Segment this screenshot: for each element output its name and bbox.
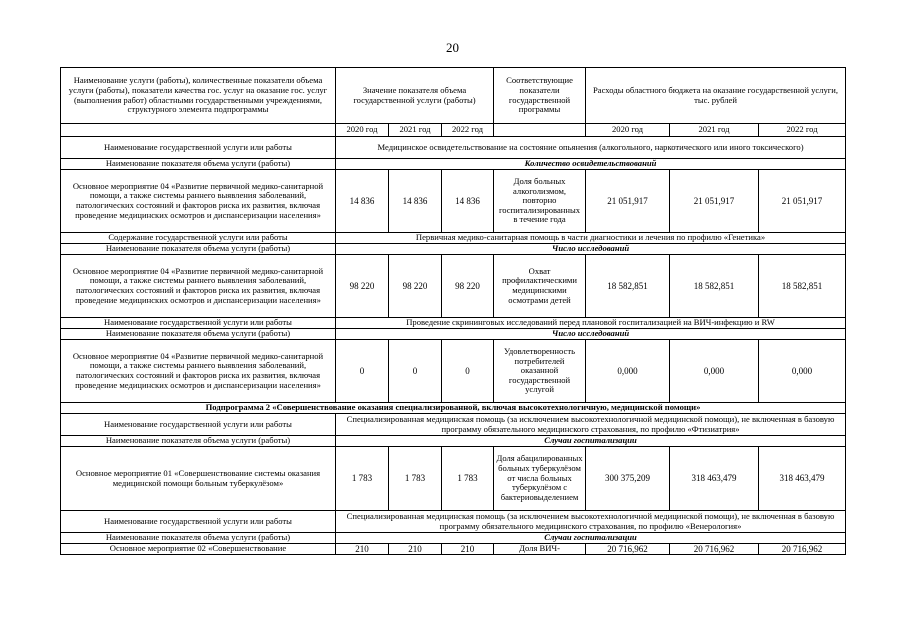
year-expense-2021: 2021 год bbox=[670, 124, 759, 137]
expense-2020: 20 716,962 bbox=[586, 544, 670, 555]
expense-2021: 20 716,962 bbox=[670, 544, 759, 555]
service-name: Специализированная медицинская помощь (за исключением высокотехнологичной медицинской помощи), не включенная в базовую программу обязательного медицинского страхования, по профилю «Фтизиатрия» bbox=[336, 414, 846, 436]
volume-2022: 98 220 bbox=[442, 255, 494, 318]
table-row bbox=[61, 233, 846, 244]
years-indicator-empty bbox=[494, 124, 586, 137]
expense-2020: 300 375,209 bbox=[586, 447, 670, 511]
expense-2021: 21 051,917 bbox=[670, 170, 759, 233]
service-name: Специализированная медицинская помощь (за исключением высокотехнологичной медицинской помощи), не включенная в базовую программу обязательного медицинского страхования, по профилю «Венерология» bbox=[336, 511, 846, 533]
program-indicator: Удовлетворенность потребителей оказанной государственной услугой bbox=[494, 340, 586, 403]
page-number: 20 bbox=[446, 40, 459, 55]
volume-2020: 210 bbox=[336, 544, 389, 555]
volume-2020: 0 bbox=[336, 340, 389, 403]
expense-2022: 20 716,962 bbox=[759, 544, 846, 555]
expense-2021: 0,000 bbox=[670, 340, 759, 403]
table-row bbox=[61, 255, 846, 318]
volume-2021: 14 836 bbox=[389, 170, 442, 233]
program-indicator: Охват профилактическими медицинскими осмотрами детей bbox=[494, 255, 586, 318]
year-expense-2022: 2022 год bbox=[759, 124, 846, 137]
header-indicator: Соответствующие показатели государственной программы bbox=[494, 68, 586, 124]
volume-2022: 14 836 bbox=[442, 170, 494, 233]
year-volume-2020: 2020 год bbox=[336, 124, 389, 137]
volume-2020: 14 836 bbox=[336, 170, 389, 233]
year-volume-2022: 2022 год bbox=[442, 124, 494, 137]
volume-2021: 210 bbox=[389, 544, 442, 555]
table-row bbox=[61, 511, 846, 533]
program-indicator: Доля ВИЧ- bbox=[494, 544, 586, 555]
table-row bbox=[61, 340, 846, 403]
activity-label: Основное мероприятие 04 «Развитие первичной медико-санитарной помощи, а также системы раннего выявления заболеваний, патологических состояний и факторов риска их развития, включая проведение медицинских осмотров и диспансеризации населения» bbox=[61, 255, 336, 318]
row-label: Наименование государственной услуги или работы bbox=[61, 137, 336, 159]
indicator-name: Количество освидетельствований bbox=[336, 159, 846, 170]
expense-2020: 0,000 bbox=[586, 340, 670, 403]
table-row bbox=[61, 544, 846, 555]
header-service: Наименование услуги (работы), количественные показатели объема услуги (работы), показатели качества гос. услуг на оказание гос. услуг (выполнения работ) областными государственными учреждениями, структурного элемента подпрограммы bbox=[61, 68, 336, 124]
table-row bbox=[61, 159, 846, 170]
row-label: Наименование показателя объема услуги (работы) bbox=[61, 244, 336, 255]
activity-label: Основное мероприятие 04 «Развитие первичной медико-санитарной помощи, а также системы раннего выявления заболеваний, патологических состояний и факторов риска их развития, включая проведение медицинских осмотров и диспансеризации населения» bbox=[61, 340, 336, 403]
indicator-name: Случаи госпитализации bbox=[336, 436, 846, 447]
row-label: Наименование показателя объема услуги (работы) bbox=[61, 329, 336, 340]
table-row bbox=[61, 244, 846, 255]
table-row bbox=[61, 329, 846, 340]
expense-2022: 18 582,851 bbox=[759, 255, 846, 318]
year-volume-2021: 2021 год bbox=[389, 124, 442, 137]
years-row bbox=[61, 124, 846, 137]
table-row bbox=[61, 533, 846, 544]
expense-2020: 21 051,917 bbox=[586, 170, 670, 233]
budget-table bbox=[60, 67, 846, 555]
table-row bbox=[61, 137, 846, 159]
row-label: Содержание государственной услуги или работы bbox=[61, 233, 336, 244]
row-label: Наименование показателя объема услуги (работы) bbox=[61, 159, 336, 170]
volume-2021: 0 bbox=[389, 340, 442, 403]
volume-2020: 1 783 bbox=[336, 447, 389, 511]
row-label: Наименование показателя объема услуги (работы) bbox=[61, 533, 336, 544]
activity-label: Основное мероприятие 02 «Совершенствование bbox=[61, 544, 336, 555]
volume-2020: 98 220 bbox=[336, 255, 389, 318]
table-row bbox=[61, 436, 846, 447]
activity-label: Основное мероприятие 04 «Развитие первичной медико-санитарной помощи, а также системы раннего выявления заболеваний, патологических состояний и факторов риска их развития, включая проведение медицинских осмотров и диспансеризации населения» bbox=[61, 170, 336, 233]
table-row bbox=[61, 170, 846, 233]
program-indicator: Доля абацилированных больных туберкулёзом от числа больных туберкулёзом с бактериовыделением bbox=[494, 447, 586, 511]
expense-2021: 18 582,851 bbox=[670, 255, 759, 318]
subprogram-title: Подпрограмма 2 «Совершенствование оказания специализированной, включая высокотехнологичную, медицинской помощи» bbox=[61, 403, 846, 414]
service-content: Первичная медико-санитарная помощь в части диагностики и лечения по профилю «Генетика» bbox=[336, 233, 846, 244]
expense-2022: 318 463,479 bbox=[759, 447, 846, 511]
expense-2020: 18 582,851 bbox=[586, 255, 670, 318]
indicator-name: Число исследований bbox=[336, 244, 846, 255]
volume-2022: 1 783 bbox=[442, 447, 494, 511]
table-row bbox=[61, 447, 846, 511]
service-name: Медицинское освидетельствование на состояние опьянения (алкогольного, наркотического или иного токсического) bbox=[336, 137, 846, 159]
row-label: Наименование государственной услуги или работы bbox=[61, 511, 336, 533]
years-empty bbox=[61, 124, 336, 137]
volume-2021: 1 783 bbox=[389, 447, 442, 511]
volume-2021: 98 220 bbox=[389, 255, 442, 318]
row-label: Наименование государственной услуги или работы bbox=[61, 414, 336, 436]
volume-2022: 0 bbox=[442, 340, 494, 403]
program-indicator: Доля больных алкоголизмом, повторно госпитализированных в течение года bbox=[494, 170, 586, 233]
table-row bbox=[61, 414, 846, 436]
service-name: Проведение скрининговых исследований перед плановой госпитализацией на ВИЧ-инфекцию и RW bbox=[336, 318, 846, 329]
header-volume: Значение показателя объема государственной услуги (работы) bbox=[336, 68, 494, 124]
volume-2022: 210 bbox=[442, 544, 494, 555]
header-row bbox=[61, 68, 846, 124]
table-row bbox=[61, 318, 846, 329]
row-label: Наименование показателя объема услуги (работы) bbox=[61, 436, 336, 447]
expense-2021: 318 463,479 bbox=[670, 447, 759, 511]
table-row bbox=[61, 403, 846, 414]
indicator-name: Случаи госпитализации bbox=[336, 533, 846, 544]
header-expenses: Расходы областного бюджета на оказание государственной услуги, тыс. рублей bbox=[586, 68, 846, 124]
activity-label: Основное мероприятие 01 «Совершенствование системы оказания медицинской помощи больным туберкулёзом» bbox=[61, 447, 336, 511]
expense-2022: 21 051,917 bbox=[759, 170, 846, 233]
row-label: Наименование государственной услуги или работы bbox=[61, 318, 336, 329]
expense-2022: 0,000 bbox=[759, 340, 846, 403]
indicator-name: Число исследований bbox=[336, 329, 846, 340]
year-expense-2020: 2020 год bbox=[586, 124, 670, 137]
